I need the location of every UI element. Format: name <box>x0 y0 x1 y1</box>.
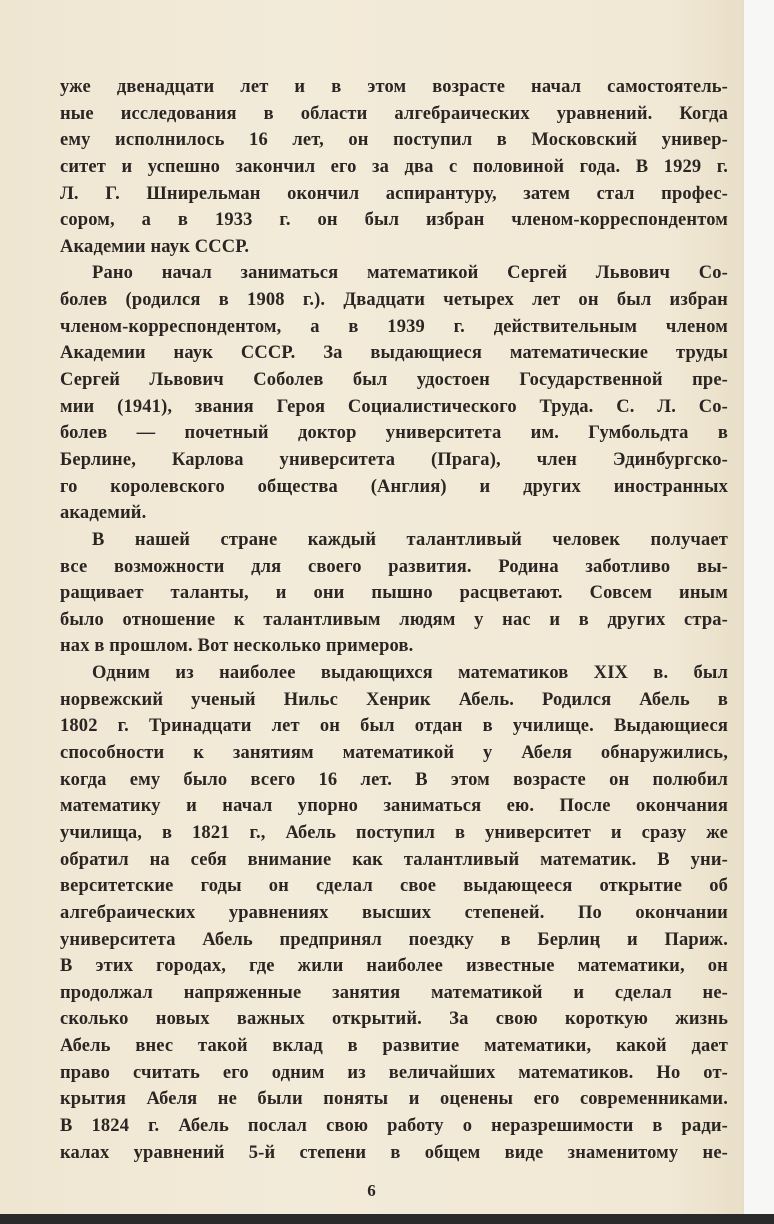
text-line: ситет и успешно закончил его за два с половиной года. В 1929 г. <box>60 156 728 177</box>
text-line: Одним из наиболее выдающихся математиков XIX в. был <box>92 663 728 684</box>
paragraph <box>60 527 728 660</box>
text-line: ему исполнилось 16 лет, он поступил в Московский универ- <box>60 130 728 151</box>
text-line: В этих городах, где жили наиболее известные математики, он <box>60 956 728 977</box>
text-line: алгебраических уравнениях высших степеней. По окончании <box>60 902 728 923</box>
text-line: сколько новых важных открытий. За свою короткую жизнь <box>60 1009 728 1030</box>
text-line: болев — почетный доктор университета им. Гумбольдта в <box>60 423 728 444</box>
text-line: Академии наук СССР. За выдающиеся математические труды <box>60 343 728 364</box>
text-line: обратил на себя внимание как талантливый математик. В уни- <box>60 849 728 870</box>
text-line: уже двенадцати лет и в этом возрасте начал самостоятель- <box>60 77 728 97</box>
text-line: Академии наук СССР. <box>60 236 250 257</box>
text-line: академий. <box>60 503 147 524</box>
text-line: Рано начал заниматься математикой Сергей Львович Со- <box>92 263 728 284</box>
text-line: 1802 г. Тринадцати лет он был отдан в училище. Выдающиеся <box>60 716 728 737</box>
text-line: нах в прошлом. Вот несколько примеров. <box>60 636 414 657</box>
text-line: право считать его одним из величайших математиков. Но от- <box>60 1062 728 1083</box>
text-line: В нашей стране каждый талантливый человек получает <box>92 529 728 550</box>
text-line: Сергей Львович Соболев был удостоен Государственной пре- <box>60 370 728 391</box>
text-line: крытия Абеля не были поняты и оценены его современниками. <box>60 1089 728 1110</box>
text-line: когда ему было всего 16 лет. В этом возрасте он полюбил <box>60 769 728 790</box>
text-line: верситетские годы он сделал свое выдающееся открытие об <box>60 876 728 897</box>
text-line: болев (родился в 1908 г.). Двадцати четырех лет он был избран <box>60 290 728 311</box>
text-line: го королевского общества (Англия) и других иностранных <box>60 476 728 497</box>
scan-border <box>0 1214 774 1224</box>
paragraph <box>60 660 728 1166</box>
text-line: все возможности для своего развития. Родина заботливо вы- <box>60 556 728 577</box>
page-number: 6 <box>367 1181 376 1200</box>
page-edge <box>743 0 774 1214</box>
text-line: ращивает таланты, и они пышно расцветают. Совсем иным <box>60 583 728 604</box>
text-line: Л. Г. Шнирельман окончил аспирантуру, затем стал профес- <box>60 183 728 204</box>
text-line: математику и начал упорно заниматься ею. После окончания <box>60 796 728 817</box>
text-line: способности к занятиям математикой у Абеля обнаружились, <box>60 743 728 764</box>
text-line: университета Абель предпринял поездку в Берлиң и Париж. <box>60 929 728 950</box>
text-line: Абель внес такой вклад в развитие математики, какой дает <box>60 1036 728 1057</box>
paragraph <box>60 74 728 260</box>
text-line: членом-корреспондентом, а в 1939 г. действительным членом <box>60 316 728 337</box>
body-text <box>60 74 728 1166</box>
text-line: ные исследования в области алгебраических уравнений. Когда <box>60 103 728 124</box>
text-line: мии (1941), звания Героя Социалистического Труда. С. Л. Со- <box>60 396 728 417</box>
text-line: сором, а в 1933 г. он был избран членом-корреспондентом <box>60 210 728 231</box>
text-line: норвежский ученый Нильс Хенрик Абель. Родился Абель в <box>60 689 728 710</box>
text-line: было отношение к талантливым людям у нас и в других стра- <box>60 609 728 630</box>
paragraph <box>60 260 728 526</box>
text-line: В 1824 г. Абель послал свою работу о неразрешимости в ради- <box>60 1115 728 1136</box>
text-line: Берлине, Карлова университета (Прага), член Эдинбургско- <box>60 449 728 470</box>
text-line: училища, в 1821 г., Абель поступил в университет и сразу же <box>60 822 728 843</box>
text-line: калах уравнений 5-й степени в общем виде знаменитому не- <box>60 1142 728 1163</box>
text-line: продолжал напряженные занятия математикой и сделал не- <box>60 982 728 1003</box>
